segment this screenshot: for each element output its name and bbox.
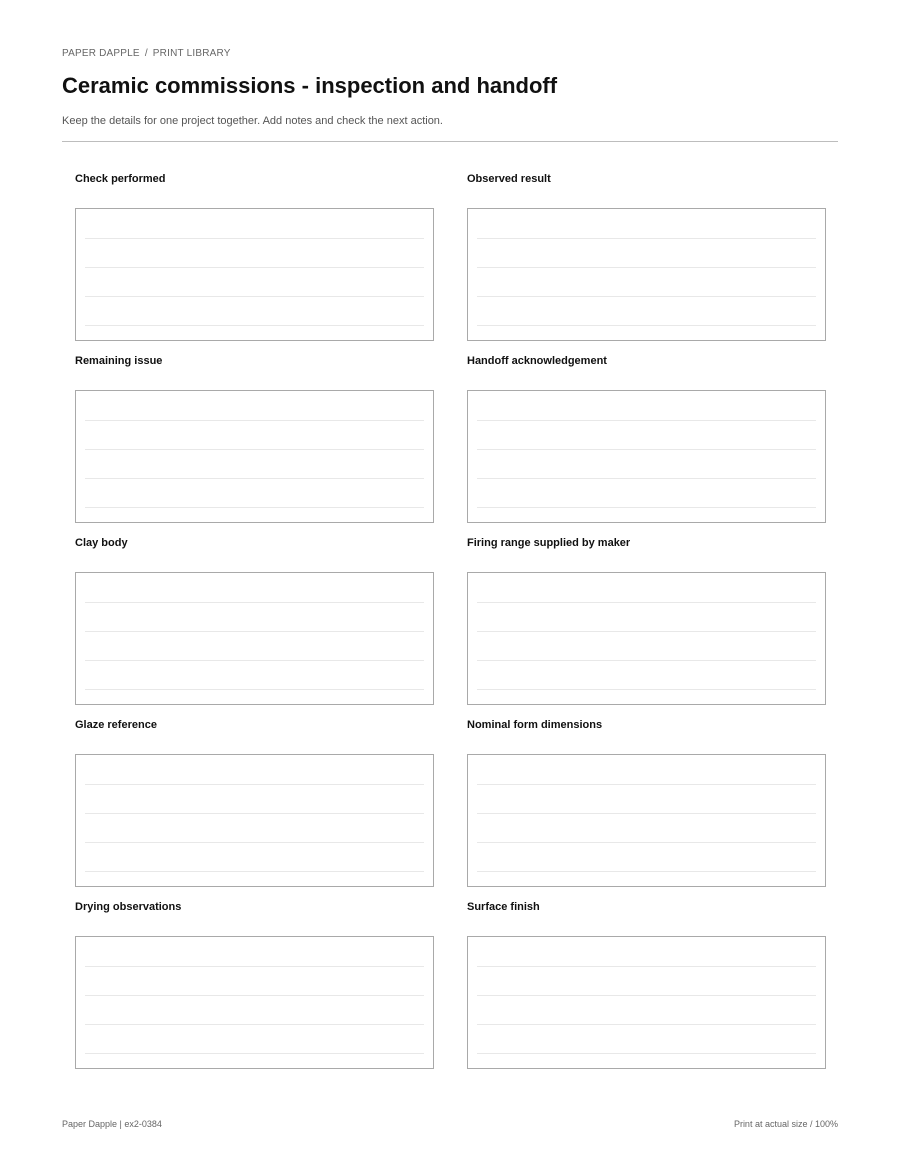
writing-rule [477, 689, 816, 690]
writing-rule [85, 995, 424, 996]
check-performed-writing-box[interactable] [75, 208, 434, 341]
observed-result-writing-box[interactable] [467, 208, 826, 341]
field-glaze-reference [75, 712, 434, 894]
writing-rule [477, 842, 816, 843]
writing-rule [477, 871, 816, 872]
breadcrumb-brand: PAPER DAPPLE [62, 48, 140, 59]
footer-id: Paper Dapple | ex2-0384 [62, 1119, 162, 1129]
writing-rule [85, 325, 424, 326]
writing-rule [477, 966, 816, 967]
field-nominal-form-dimensions [467, 712, 826, 894]
writing-rule [85, 449, 424, 450]
field-label: Firing range supplied by maker [467, 537, 631, 549]
breadcrumb-section: PRINT LIBRARY [152, 48, 231, 59]
writing-rule [477, 478, 816, 479]
page-title: Ceramic commissions - inspection and handoff [62, 73, 558, 98]
field-surface-finish [467, 894, 826, 1076]
page-subtitle: Keep the details for one project together. Add notes and check the next action. [62, 115, 443, 127]
field-firing-range [467, 530, 826, 712]
clay-body-writing-box[interactable] [75, 572, 434, 705]
writing-rule [85, 871, 424, 872]
field-remaining-issue [75, 348, 434, 530]
writing-rule [477, 420, 816, 421]
writing-rule [477, 267, 816, 268]
field-clay-body [75, 530, 434, 712]
writing-rule [85, 966, 424, 967]
field-label: Glaze reference [75, 719, 157, 731]
writing-rule [85, 842, 424, 843]
remaining-issue-writing-box[interactable] [75, 390, 434, 523]
field-handoff-acknowledgement [467, 348, 826, 530]
writing-rule [477, 296, 816, 297]
writing-rule [477, 325, 816, 326]
writing-rule [477, 507, 816, 508]
field-label: Clay body [75, 537, 128, 549]
writing-rule [85, 296, 424, 297]
writing-rule [477, 602, 816, 603]
writing-rule [477, 1053, 816, 1054]
writing-rule [85, 507, 424, 508]
nominal-form-dimensions-writing-box[interactable] [467, 754, 826, 887]
handoff-acknowledgement-writing-box[interactable] [467, 390, 826, 523]
footer-print-note: Print at actual size / 100% [733, 1119, 838, 1129]
surface-finish-writing-box[interactable] [467, 936, 826, 1069]
field-observed-result [467, 166, 826, 348]
field-label: Handoff acknowledgement [467, 355, 607, 367]
glaze-reference-writing-box[interactable] [75, 754, 434, 887]
breadcrumb [62, 48, 231, 59]
writing-rule [477, 995, 816, 996]
field-label: Nominal form dimensions [467, 719, 603, 731]
breadcrumb-separator: / [144, 48, 148, 59]
field-label: Surface finish [467, 901, 540, 913]
writing-rule [477, 631, 816, 632]
drying-observations-writing-box[interactable] [75, 936, 434, 1069]
writing-rule [85, 267, 424, 268]
writing-rule [85, 238, 424, 239]
writing-rule [477, 784, 816, 785]
writing-rule [477, 1024, 816, 1025]
firing-range-writing-box[interactable] [467, 572, 826, 705]
writing-rule [85, 478, 424, 479]
field-check-performed [75, 166, 434, 348]
writing-rule [85, 813, 424, 814]
writing-rule [85, 689, 424, 690]
field-label: Observed result [467, 173, 551, 185]
writing-rule [85, 631, 424, 632]
form-fields [75, 166, 827, 1076]
writing-rule [477, 660, 816, 661]
writing-rule [477, 238, 816, 239]
writing-rule [85, 1053, 424, 1054]
writing-rule [85, 420, 424, 421]
writing-rule [477, 449, 816, 450]
header-divider [62, 141, 838, 142]
writing-rule [477, 813, 816, 814]
field-label: Check performed [75, 173, 166, 185]
field-label: Drying observations [75, 901, 182, 913]
field-label: Remaining issue [75, 355, 163, 367]
writing-rule [85, 1024, 424, 1025]
writing-rule [85, 784, 424, 785]
writing-rule [85, 660, 424, 661]
field-drying-observations [75, 894, 434, 1076]
writing-rule [85, 602, 424, 603]
